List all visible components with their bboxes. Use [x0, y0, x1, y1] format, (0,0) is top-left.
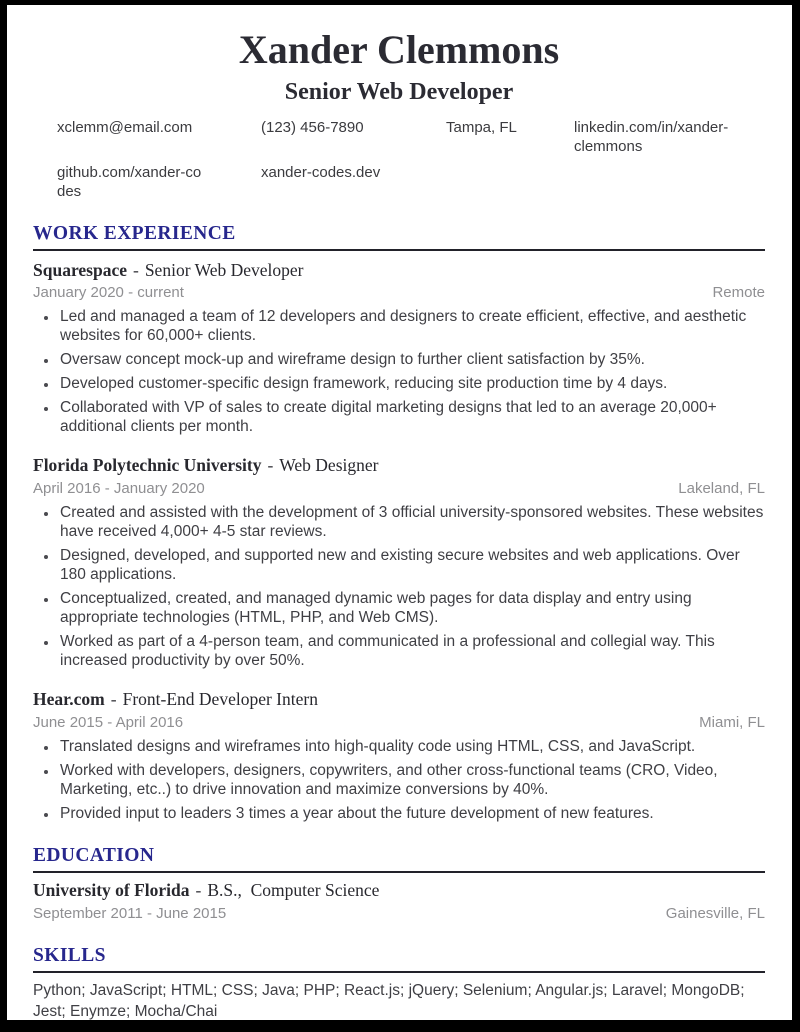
- job-bullet: • Worked as part of a 4-person team, and communicated in a professional and collegial way. This increased productivity by over 50%.: [58, 632, 765, 670]
- contact-website-cell: [261, 163, 446, 201]
- job-entry-squarespace: [33, 259, 765, 437]
- job-meta: [33, 479, 765, 498]
- section-heading-work: WORK EXPERIENCE: [33, 223, 765, 251]
- job-dates: January 2020 - current: [33, 284, 184, 302]
- job-bullet: • Developed customer-specific design framework, reducing site production time by 4 days.: [58, 374, 765, 393]
- job-role: Senior Web Developer: [144, 259, 304, 280]
- contact-linkedin: linkedin.com/in/xander-clemmons: [574, 118, 729, 155]
- company-name: Florida Polytechnic University: [33, 455, 262, 476]
- education-meta: [33, 904, 765, 923]
- job-bullet: • Conceptualized, created, and managed dynamic web pages for data display and entry using appropriate technologies (HTML, PHP, and Web CMS).: [58, 589, 765, 627]
- candidate-name: Xander Clemmons: [238, 27, 560, 72]
- job-bullet: • Worked with developers, designers, copywriters, and other cross-functional teams (CRO, Video, Marketing, etc..) to drive innovation and maximize conversions by 40%.: [58, 761, 765, 799]
- job-title-line: [33, 688, 765, 711]
- skills-list: Python; JavaScript; HTML; CSS; Java; PHP; React.js; jQuery; Selenium; Angular.js; Laravel; MongoDB; Jest; Enymze; Mocha/Chai: [33, 981, 745, 1020]
- contact-website: xander-codes.dev: [261, 163, 381, 181]
- education-location: Gainesville, FL: [665, 904, 765, 922]
- job-meta: [33, 283, 765, 302]
- education-title-line: [33, 879, 765, 902]
- contact-github: github.com/xander-codes: [57, 163, 202, 200]
- skills-section: [33, 945, 765, 1020]
- job-entry-hear-com: [33, 688, 765, 823]
- job-title-line: [33, 259, 765, 282]
- contact-location-cell: [446, 118, 574, 156]
- resume-header: [33, 29, 765, 201]
- job-location: Remote: [712, 284, 765, 302]
- job-dates: April 2016 - January 2020: [33, 480, 205, 498]
- section-heading-skills: SKILLS: [33, 945, 765, 973]
- contact-phone: (123) 456-7890: [261, 118, 364, 136]
- job-bullet: • Provided input to leaders 3 times a year about the future development of new features.: [58, 804, 765, 823]
- job-bullet-list: [33, 503, 765, 670]
- work-experience-section: [33, 223, 765, 823]
- job-bullet: • Translated designs and wireframes into high-quality code using HTML, CSS, and JavaScript.: [58, 737, 765, 756]
- job-role: Web Designer: [279, 455, 379, 476]
- job-bullet: • Collaborated with VP of sales to create digital marketing designs that led to an average 20,000+ additional clients per month.: [58, 398, 765, 436]
- company-name: Hear.com: [33, 689, 105, 710]
- job-bullet: • Designed, developed, and supported new and existing secure websites and web applications. Over 180 applications.: [58, 546, 765, 584]
- job-entry-florida-polytechnic: [33, 454, 765, 670]
- contact-phone-cell: [261, 118, 446, 156]
- job-bullet-list: [33, 737, 765, 823]
- job-title-line: [33, 454, 765, 477]
- contact-info: [57, 118, 765, 201]
- job-bullet: • Oversaw concept mock-up and wireframe design to further client satisfaction by 35%.: [58, 350, 765, 369]
- title-separator: -: [133, 259, 139, 280]
- contact-linkedin-cell: [574, 118, 740, 156]
- company-name: Squarespace: [33, 259, 127, 280]
- education-entry: [33, 879, 765, 923]
- resume-page: [7, 5, 792, 1020]
- job-meta: [33, 713, 765, 732]
- job-dates: June 2015 - April 2016: [33, 713, 184, 731]
- title-separator: -: [195, 879, 202, 900]
- title-separator: -: [110, 689, 117, 710]
- contact-location: Tampa, FL: [446, 118, 517, 136]
- job-bullet: • Created and assisted with the development of 3 official university-sponsored websites. These websites have received 4,000+ 4-5 star reviews.: [58, 503, 765, 541]
- section-heading-education: EDUCATION: [33, 845, 765, 873]
- school-name: University of Florida: [33, 879, 190, 900]
- contact-github-cell: [57, 163, 261, 201]
- education-section: [33, 845, 765, 923]
- job-location: Lakeland, FL: [678, 480, 765, 498]
- job-location: Miami, FL: [699, 713, 765, 731]
- contact-email-cell: [57, 118, 261, 156]
- candidate-title: Senior Web Developer: [284, 79, 514, 105]
- title-separator: -: [267, 455, 274, 476]
- education-dates: September 2011 - June 2015: [33, 904, 227, 922]
- job-bullet-list: [33, 307, 765, 436]
- contact-email: xclemm@email.com: [57, 118, 193, 136]
- degree: B.S., Computer Science: [207, 879, 380, 900]
- job-role: Front-End Developer Intern: [122, 689, 318, 710]
- job-bullet: • Led and managed a team of 12 developers and designers to create efficient, effective, and aesthetic websites for 60,000+ clients.: [58, 307, 765, 345]
